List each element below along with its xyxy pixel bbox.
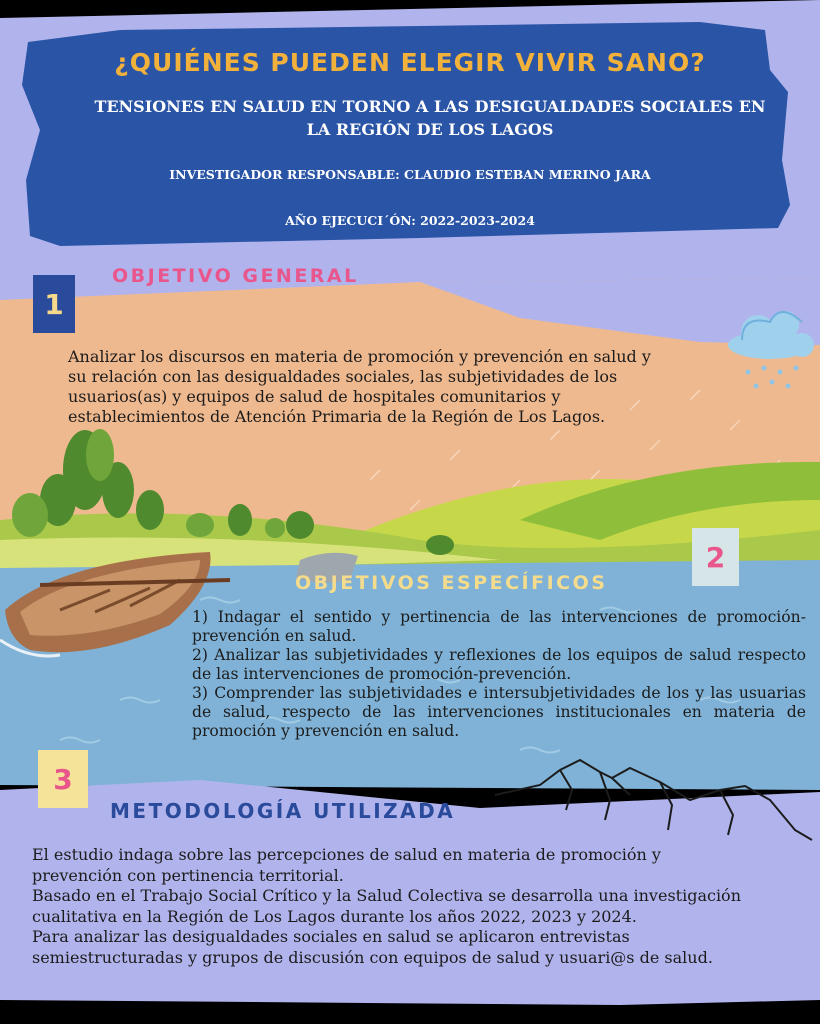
subtitle-line-1: TENSIONES EN SALUD EN TORNO A LAS DESIGUALDADES SOCIALES EN <box>94 97 766 116</box>
text-line: Para analizar las desigualdades sociales en salud se aplicaron entrevistas <box>32 927 630 946</box>
text-line: usuarios(as) y equipos de salud de hospitales comunitarios y <box>68 387 561 406</box>
text-line: semiestructuradas y grupos de discusión con equipos de salud y usuari@s de salud. <box>32 947 713 967</box>
section-number-3: 3 <box>38 750 88 808</box>
objetivo-general-text <box>68 347 708 427</box>
page-title: ¿QUIÉNES PUEDEN ELEGIR VIVIR SANO? <box>114 48 706 77</box>
project-subtitle <box>80 95 780 141</box>
text-line: cualitativa en la Región de Los Lagos durante los años 2022, 2023 y 2024. <box>32 906 637 926</box>
text-line: Basado en el Trabajo Social Crítico y la Salud Colectiva se desarrolla una investigación <box>32 886 741 905</box>
text-line: establecimientos de Atención Primaria de la Región de Los Lagos. <box>68 407 606 426</box>
section-title-objetivo-general: OBJETIVO GENERAL <box>112 265 359 287</box>
text-line: su relación con las desigualdades sociales, las subjetividades de los <box>68 367 618 386</box>
year-line: AÑO EJECUCI´ÓN: 2022-2023-2024 <box>285 213 535 228</box>
text-line: El estudio indaga sobre las percepciones de salud en materia de promoción y <box>32 845 661 864</box>
text-line: prevención con pertinencia territorial. <box>32 865 344 885</box>
objetivos-especificos-list <box>192 608 806 741</box>
section-number-1: 1 <box>33 275 75 333</box>
section-number-2: 2 <box>692 528 739 586</box>
section-title-objetivos-especificos: OBJETIVOS ESPECÍFICOS <box>295 572 608 594</box>
subtitle-line-2: LA REGIÓN DE LOS LAGOS <box>306 120 554 139</box>
text-line: Analizar los discursos en materia de promoción y prevención en salud y <box>68 347 651 366</box>
section-title-metodologia: METODOLOGÍA UTILIZADA <box>110 799 456 823</box>
metodologia-text <box>32 845 802 968</box>
list-item: 1) Indagar el sentido y pertinencia de las intervenciones de promoción-prevención en salud. <box>192 608 806 645</box>
investigator-line: INVESTIGADOR RESPONSABLE: CLAUDIO ESTEBAN MERINO JARA <box>169 167 651 182</box>
list-item: 2) Analizar las subjetividades y reflexiones de los equipos de salud respecto de las intervenciones de promoción-prevención. <box>192 646 806 683</box>
list-item: 3) Comprender las subjetividades e intersubjetividades de los y las usuarias de salud, respecto de las intervenciones institucionales en materia de promoción y prevención en salud. <box>192 684 806 740</box>
